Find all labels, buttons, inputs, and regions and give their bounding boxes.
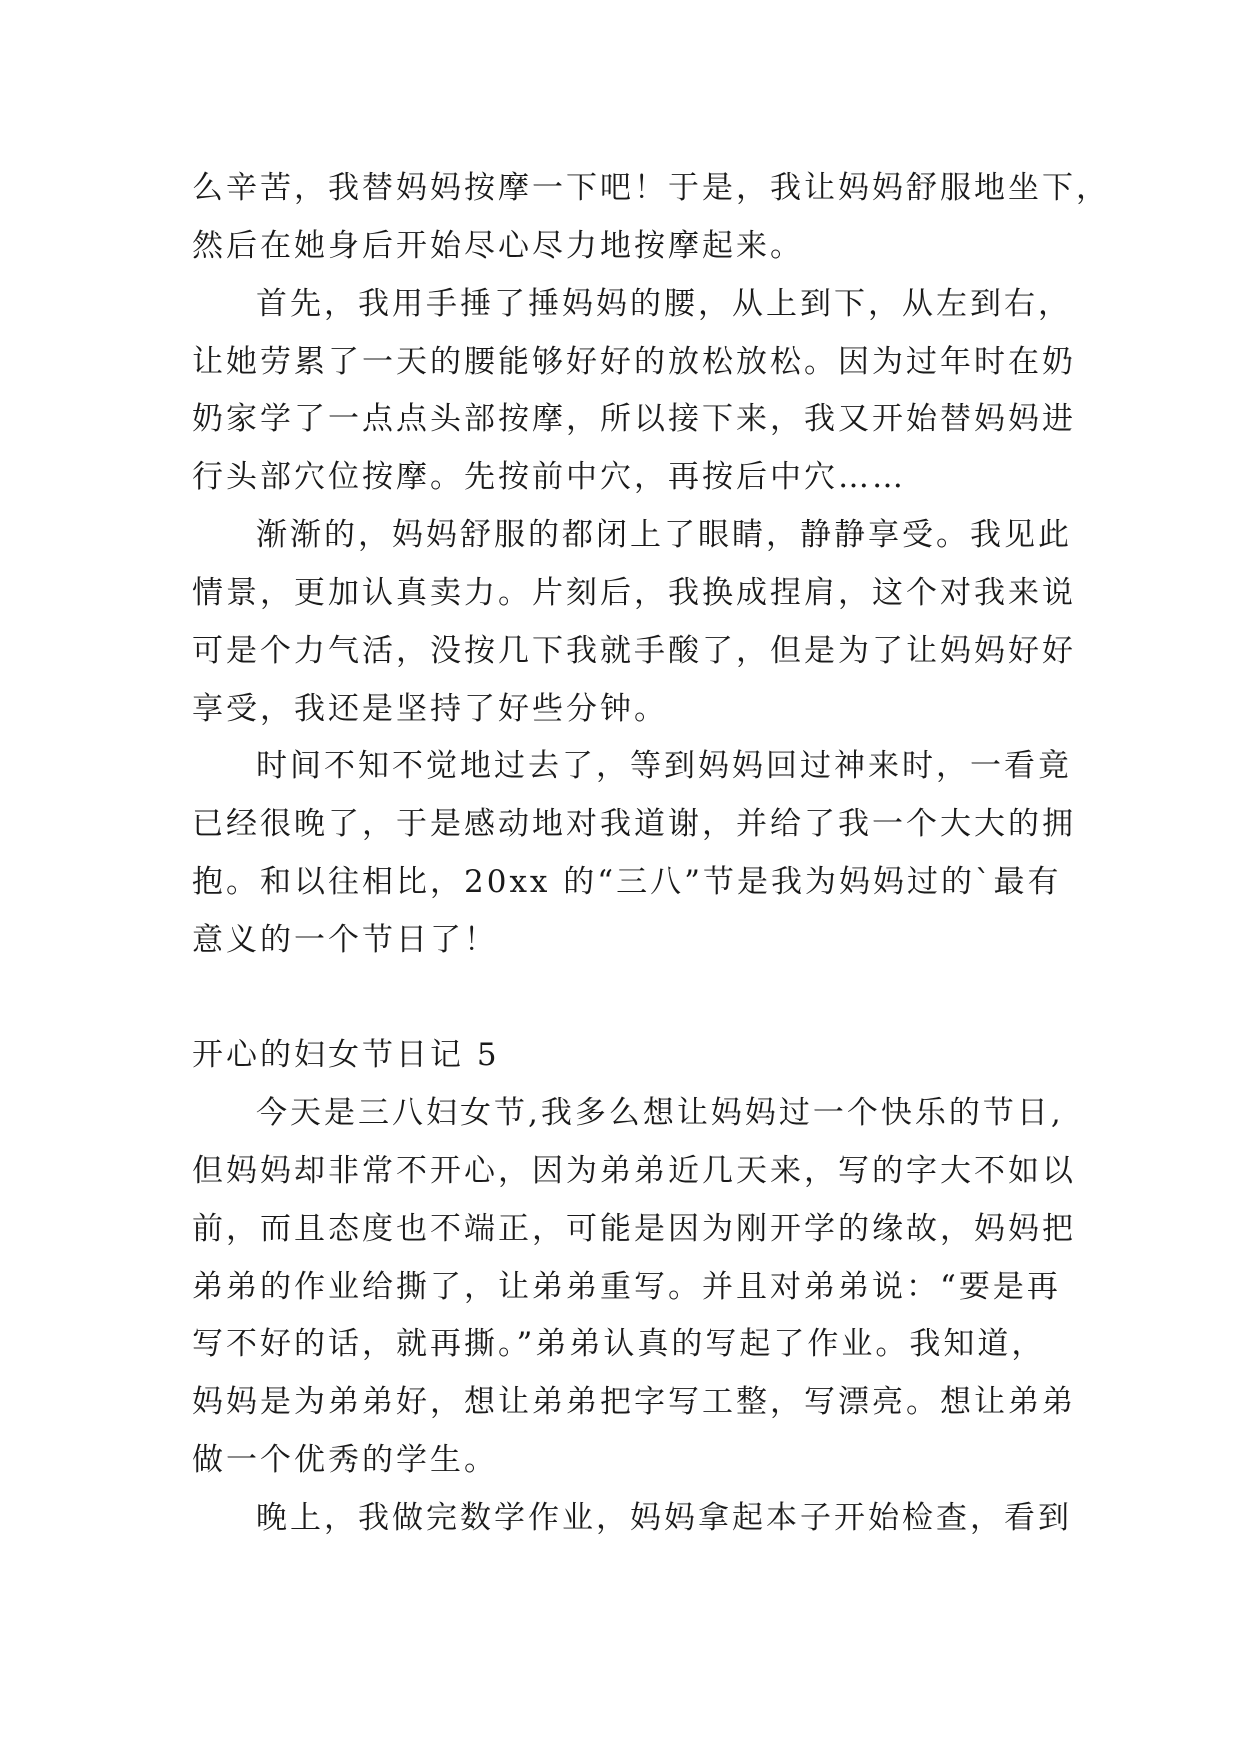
text-line: 情景，更加认真卖力。片刻后，我换成捏肩，这个对我来说 <box>192 575 1076 611</box>
text-line: 么辛苦，我替妈妈按摩一下吧！于是，我让妈妈舒服地坐下， <box>192 170 1110 206</box>
section-heading: 开心的妇女节日记 5 <box>192 1037 500 1073</box>
paragraph-start: 今天是三八妇女节,我多么想让妈妈过一个快乐的节日, <box>256 1095 1064 1131</box>
text-line: 前，而且态度也不端正，可能是因为刚开学的缘故，妈妈把 <box>192 1211 1076 1247</box>
paragraph-start: 时间不知不觉地过去了，等到妈妈回过神来时，一看竟 <box>256 748 1072 784</box>
text-line: 已经很晚了，于是感动地对我道谢，并给了我一个大大的拥 <box>192 806 1076 842</box>
text-line: 享受，我还是坚持了好些分钟。 <box>192 691 668 727</box>
paragraph-start: 晚上，我做完数学作业，妈妈拿起本子开始检查，看到 <box>256 1500 1072 1536</box>
text-line: 做一个优秀的学生。 <box>192 1442 498 1478</box>
text-line: 但妈妈却非常不开心，因为弟弟近几天来，写的字大不如以 <box>192 1153 1076 1189</box>
text-line: 妈妈是为弟弟好，想让弟弟把字写工整，写漂亮。想让弟弟 <box>192 1384 1076 1420</box>
paragraph-start: 渐渐的，妈妈舒服的都闭上了眼睛，静静享受。我见此 <box>256 517 1072 553</box>
text-line: 行头部穴位按摩。先按前中穴，再按后中穴…… <box>192 459 906 495</box>
text-line: 意义的一个节日了！ <box>192 922 498 958</box>
text-line: 奶家学了一点点头部按摩，所以接下来，我又开始替妈妈进 <box>192 401 1076 437</box>
text-line: 写不好的话，就再撕。”弟弟认真的写起了作业。我知道， <box>192 1326 1046 1362</box>
text-line: 抱。和以往相比，20xx 的“三八”节是我为妈妈过的`最有 <box>192 864 1062 900</box>
text-line: 弟弟的作业给撕了，让弟弟重写。并且对弟弟说：“要是再 <box>192 1269 1061 1305</box>
text-line: 然后在她身后开始尽心尽力地按摩起来。 <box>192 228 804 264</box>
text-line: 可是个力气活，没按几下我就手酸了，但是为了让妈妈好好 <box>192 633 1076 669</box>
text-line: 让她劳累了一天的腰能够好好的放松放松。因为过年时在奶 <box>192 344 1076 380</box>
paragraph-start: 首先，我用手捶了捶妈妈的腰，从上到下，从左到右， <box>256 286 1072 322</box>
